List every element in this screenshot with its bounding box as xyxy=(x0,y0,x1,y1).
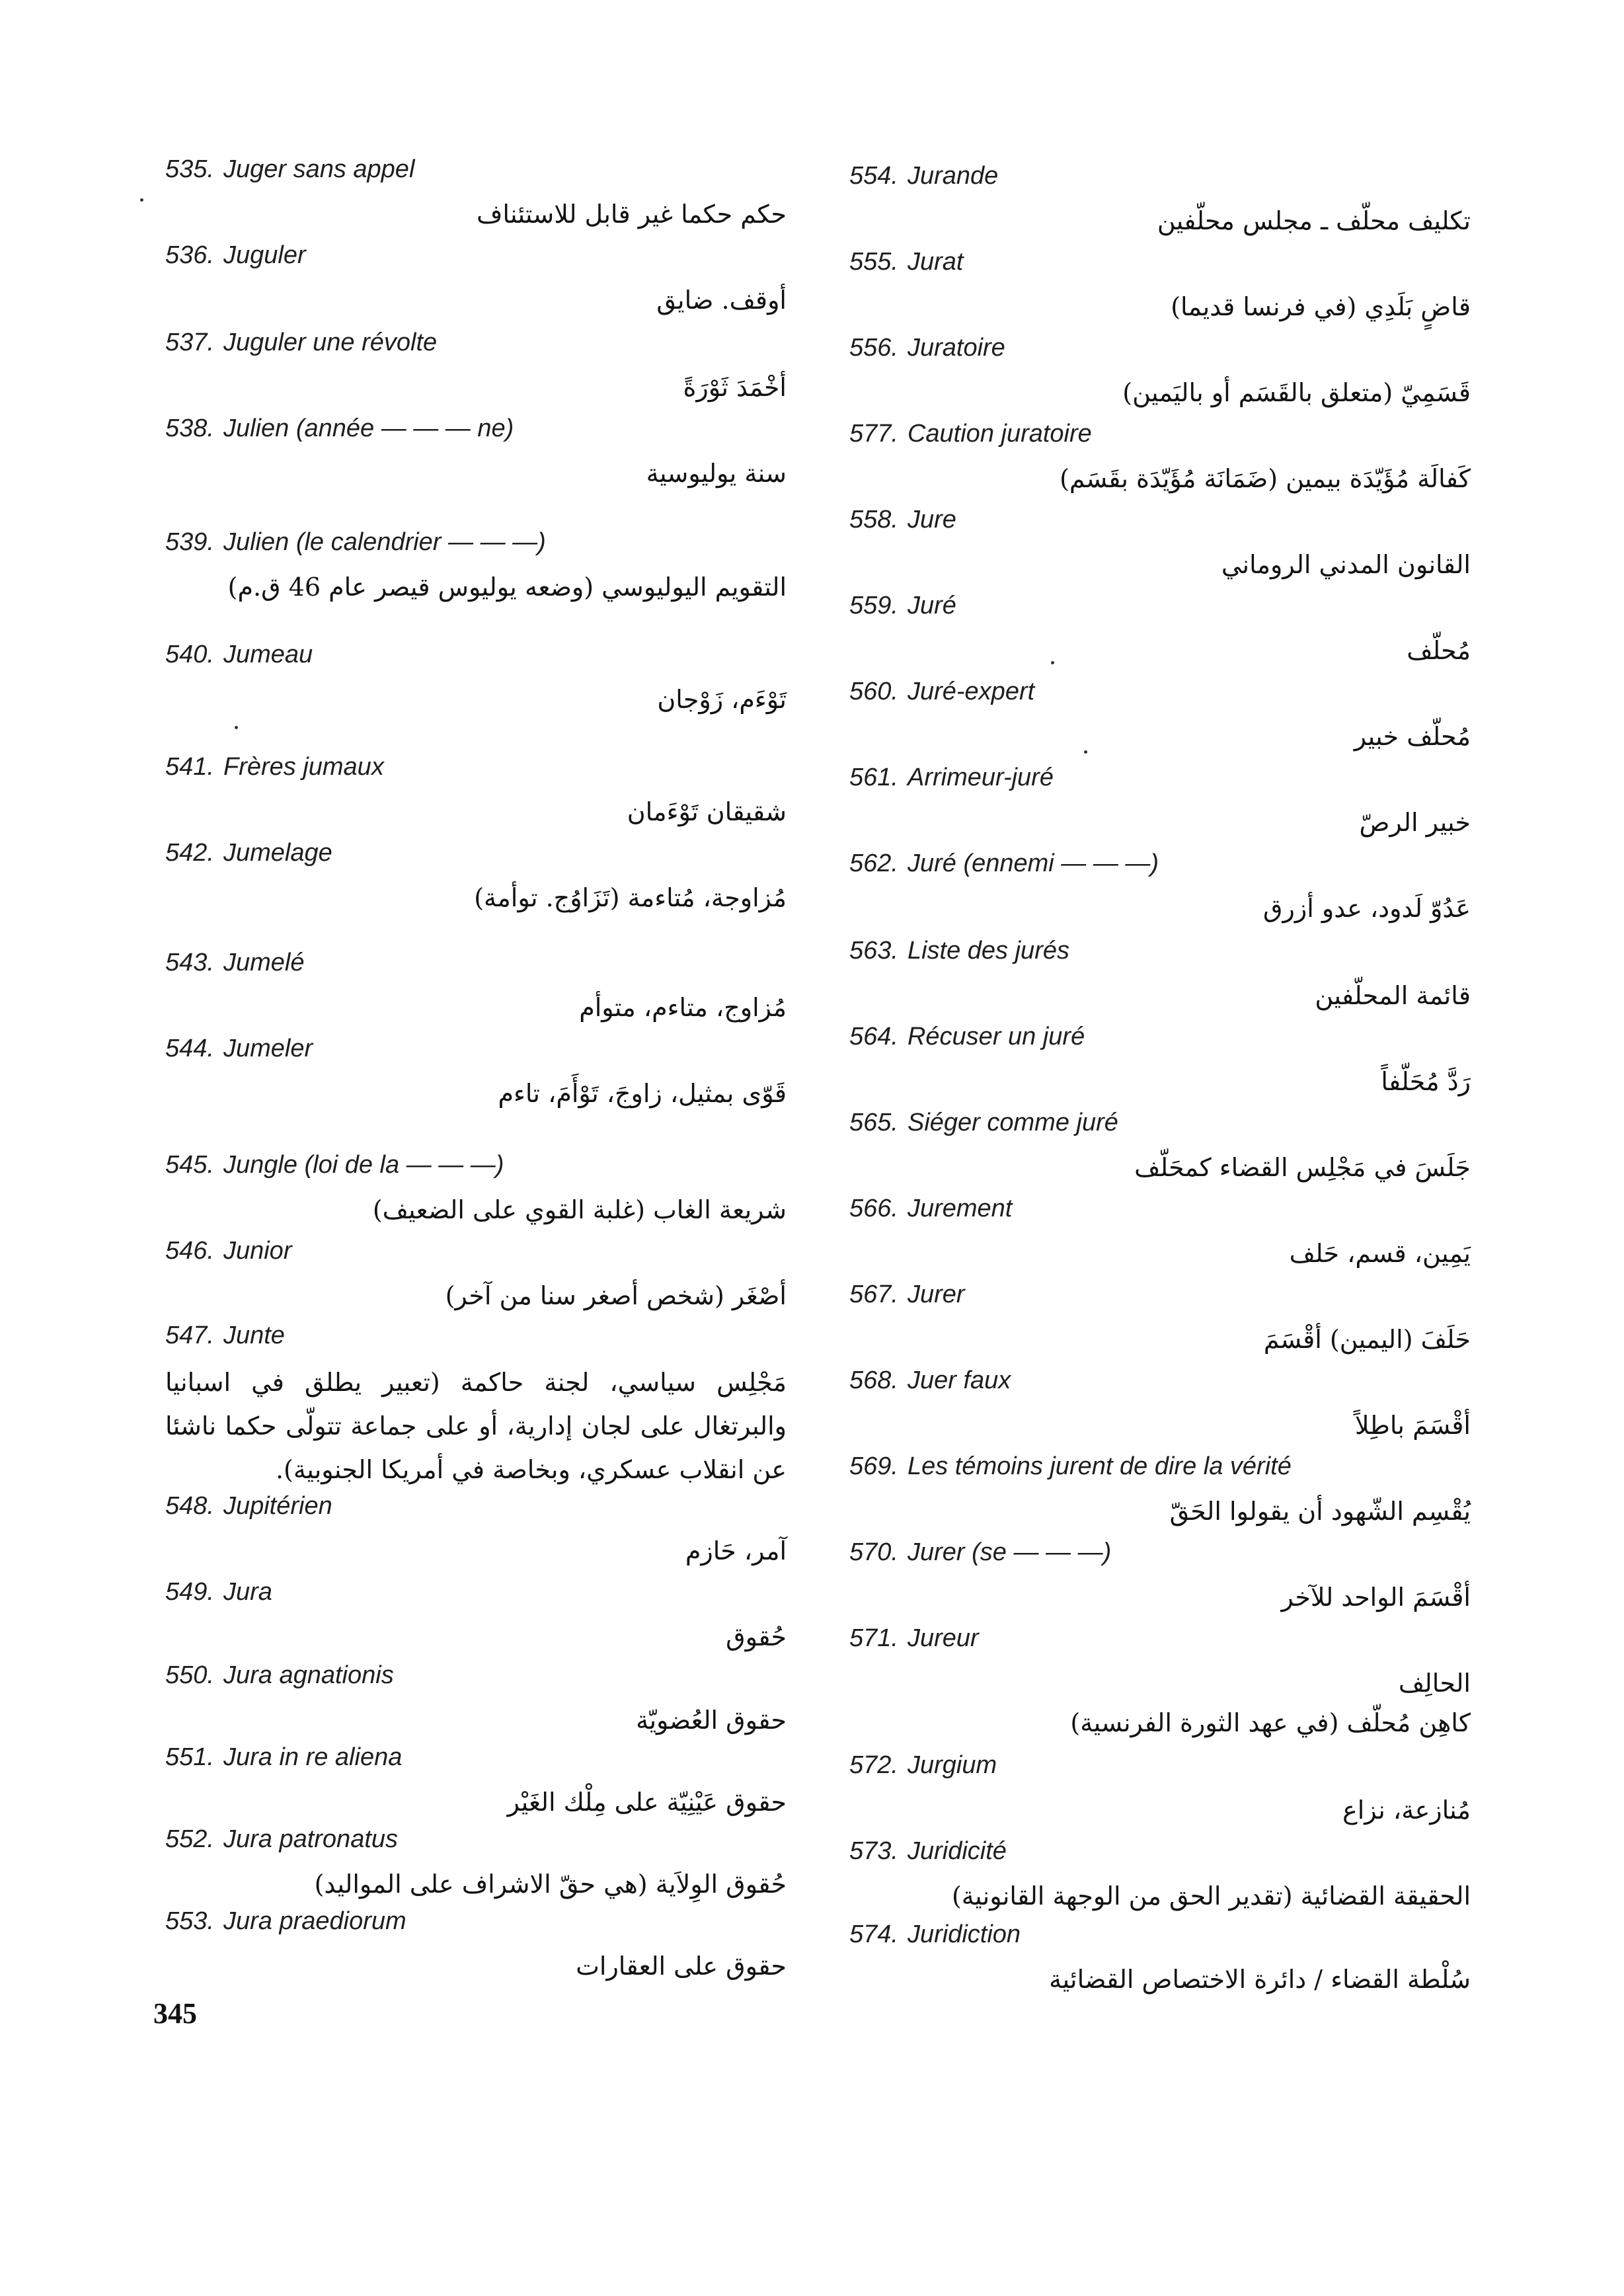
entry-number: 568. xyxy=(849,1366,898,1394)
entry-term xyxy=(849,1108,1118,1137)
arabic-translation: حقوق عَيْنِيّة على مِلْك الغَيْر xyxy=(507,1788,787,1817)
entry-term xyxy=(849,1624,979,1653)
entry-term xyxy=(165,1236,291,1265)
entry-term xyxy=(165,1743,402,1772)
arabic-translation: حَلَفَ (اليمين) أقْسَمَ xyxy=(1263,1325,1471,1354)
arabic-translation: مُحلّف xyxy=(1407,636,1471,665)
entry-number: 548. xyxy=(165,1492,214,1520)
entry-number: 567. xyxy=(849,1281,898,1308)
entry-number: 544. xyxy=(165,1035,214,1062)
arabic-translation: أصْغَر (شخص أصغر سنا من آخر) xyxy=(445,1281,787,1310)
french-term: Siéger comme juré xyxy=(907,1109,1118,1136)
arabic-translation: مُزاوجة، مُتاءمة (تَزَاوُج. توأمة) xyxy=(474,883,787,912)
arabic-translation-block: مَجْلِس سياسي، لجنة حاكمة (تعبير يطلق في اسبانيا والبرتغال على لجان إدارية، أو على جماعة تتولّى حكما ناشئا عن انقلاب عسكري، وبخاصة في أمريكا الجنوبية). xyxy=(165,1368,787,1484)
french-term: Jurande xyxy=(907,162,999,190)
entry-term xyxy=(165,1661,394,1690)
arabic-translation: مُزاوج، متاءم، متوأم xyxy=(579,993,787,1022)
entry-number: 536. xyxy=(165,241,214,269)
arabic-translation: رَدَّ مُحَلّفاً xyxy=(1381,1067,1471,1096)
entry-term xyxy=(849,419,1092,448)
arabic-translation: القانون المدني الروماني xyxy=(1221,550,1471,579)
french-term: Jurgium xyxy=(907,1751,997,1779)
french-term: Jungle (loi de la — — —) xyxy=(223,1151,504,1179)
arabic-translation: عَدُوّ لَدود، عدو أزرق xyxy=(1263,894,1471,923)
entry-term xyxy=(165,1150,504,1179)
entry-number: 559. xyxy=(849,592,898,619)
arabic-translation: سنة يوليوسية xyxy=(646,459,787,488)
entry-number: 542. xyxy=(165,839,214,867)
french-term: Frères jumaux xyxy=(223,753,384,781)
arabic-translation-secondary: كاهِن مُحلّف (في عهد الثورة الفرنسية) xyxy=(1070,1708,1471,1737)
entry-number: 537. xyxy=(165,329,214,356)
arabic-translation: آمر، حَازم xyxy=(685,1536,787,1565)
entry-term xyxy=(165,1034,313,1063)
french-term: Jurement xyxy=(907,1195,1013,1222)
french-term: Junte xyxy=(223,1322,285,1349)
scan-speck xyxy=(1084,750,1087,754)
arabic-translation: حكم حكما غير قابل للاستئناف xyxy=(477,200,787,229)
french-term: Jura praediorum xyxy=(223,1907,406,1935)
entry-number: 538. xyxy=(165,415,214,442)
entry-number: 561. xyxy=(849,764,898,791)
arabic-translation: أخْمَدَ ثَوْرَةً xyxy=(683,373,787,402)
entry-number: 540. xyxy=(165,641,214,668)
arabic-translation: حُقوق xyxy=(726,1622,787,1651)
arabic-translation: مُنازعة، نزاع xyxy=(1342,1796,1471,1825)
entry-term xyxy=(165,1907,406,1936)
arabic-translation: تكليف محلّف ـ مجلس محلّفين xyxy=(1157,206,1471,235)
entry-number: 556. xyxy=(849,334,898,362)
french-term: Julien (année — — — ne) xyxy=(223,415,514,442)
entry-number: 554. xyxy=(849,162,898,190)
entry-number: 551. xyxy=(165,1743,214,1771)
arabic-translation: سُلْطة القضاء / دائرة الاختصاص القضائية xyxy=(1049,1965,1471,1994)
french-term: Liste des jurés xyxy=(907,937,1069,965)
entry-term xyxy=(849,1751,997,1780)
french-term: Jura xyxy=(223,1578,272,1606)
french-term: Jumeau xyxy=(223,641,313,668)
french-term: Juridiction xyxy=(907,1920,1021,1948)
arabic-translation: قائمة المحلّفين xyxy=(1315,981,1471,1010)
arabic-translation: تَوْءَم، زَوْجان xyxy=(657,685,787,714)
entry-term xyxy=(849,677,1034,706)
arabic-translation: شريعة الغاب (غلبة القوي على الضعيف) xyxy=(372,1195,787,1224)
french-term: Jurer (se — — —) xyxy=(907,1538,1112,1566)
french-term: Juré-expert xyxy=(907,678,1035,705)
french-term: Juratoire xyxy=(907,334,1005,362)
arabic-translation: جَلَسَ في مَجْلِس القضاء كمحَلّف xyxy=(1134,1153,1471,1182)
entry-number: 558. xyxy=(849,506,898,534)
entry-term xyxy=(165,241,306,270)
arabic-translation: يَمِين، قسم، حَلف xyxy=(1289,1239,1471,1268)
entry-term xyxy=(849,1366,1011,1395)
scan-speck xyxy=(140,198,143,202)
french-term: Jumelage xyxy=(223,839,332,867)
arabic-translation: أقْسَمَ باطِلاً xyxy=(1354,1411,1471,1440)
french-term: Juridicité xyxy=(907,1837,1007,1865)
arabic-translation: الحقيقة القضائية (تقدير الحق من الوجهة القانونية) xyxy=(951,1881,1471,1911)
arabic-translation: قَوّى بمثيل، زاوجَ، تَوْأَمَ، تاءم xyxy=(498,1079,787,1108)
page-number: 345 xyxy=(153,1997,197,2030)
french-term: Jura agnationis xyxy=(223,1661,394,1689)
entry-term xyxy=(165,948,304,977)
french-term: Juguler xyxy=(223,241,306,269)
entry-term xyxy=(849,1022,1085,1051)
arabic-translation: حقوق العُضويّة xyxy=(636,1706,787,1735)
french-term: Caution juratoire xyxy=(907,420,1092,448)
entry-term xyxy=(849,1538,1111,1567)
entry-number: 549. xyxy=(165,1578,214,1606)
entry-number: 541. xyxy=(165,753,214,781)
french-term: Arrimeur-juré xyxy=(907,764,1054,791)
arabic-translation: يُقْسِم الشّهود أن يقولوا الحَقّ xyxy=(1169,1497,1471,1526)
entry-number: 555. xyxy=(849,248,898,276)
entry-number: 571. xyxy=(849,1624,898,1652)
french-term: Juré (ennemi — — —) xyxy=(907,850,1159,877)
french-term: Jure xyxy=(907,506,956,534)
entry-number: 564. xyxy=(849,1023,898,1050)
arabic-translation: التقويم اليوليوسي (وضعه يوليوس قيصر عام 46 ق.م) xyxy=(227,573,787,602)
arabic-translation: كَفالَة مُؤَيّدَة بيمين (ضَمَانَة مُؤَيّدَة بقَسَم) xyxy=(1060,464,1471,493)
entry-term xyxy=(165,528,546,557)
french-term: Julien (le calendrier — — —) xyxy=(223,528,546,556)
french-term: Jureur xyxy=(907,1624,979,1652)
arabic-translation: الحالِف xyxy=(1398,1669,1471,1698)
entry-term xyxy=(165,640,313,669)
french-term: Jurer xyxy=(907,1281,965,1308)
entry-number: 572. xyxy=(849,1751,898,1779)
entry-number: 545. xyxy=(165,1151,214,1179)
french-term: Jurat xyxy=(907,248,964,276)
french-term: Juer faux xyxy=(907,1366,1011,1394)
entry-term xyxy=(849,1194,1012,1223)
entry-number: 560. xyxy=(849,678,898,705)
french-term: Récuser un juré xyxy=(907,1023,1085,1050)
entry-term xyxy=(165,838,332,867)
entry-number: 566. xyxy=(849,1195,898,1222)
entry-number: 543. xyxy=(165,949,214,976)
entry-number: 553. xyxy=(165,1907,214,1935)
entry-term xyxy=(165,1491,332,1521)
entry-number: 577. xyxy=(849,420,898,448)
entry-term xyxy=(165,155,414,184)
arabic-translation: قَسَمِيّ (متعلق بالقَسَم أو باليَمين) xyxy=(1122,378,1471,407)
arabic-translation: أوقف. ضايق xyxy=(656,286,787,315)
french-term: Jupitérien xyxy=(223,1492,332,1520)
entry-term xyxy=(849,505,956,534)
arabic-translation: مُحلّف خبير xyxy=(1354,722,1471,751)
arabic-translation: أقْسَمَ الواحد للآخر xyxy=(1281,1583,1471,1612)
arabic-translation: حُقوق الوِلاَية (هي حقّ الاشراف على المواليد) xyxy=(314,1870,787,1899)
entry-term xyxy=(165,328,437,357)
scan-speck xyxy=(235,726,238,729)
arabic-translation: قاضٍ بَلَدِي (في فرنسا قديما) xyxy=(1171,292,1471,321)
entry-term xyxy=(165,752,384,781)
entry-number: 539. xyxy=(165,528,214,556)
entry-number: 565. xyxy=(849,1109,898,1136)
entry-term xyxy=(165,414,514,443)
entry-number: 562. xyxy=(849,850,898,877)
entry-number: 569. xyxy=(849,1452,898,1480)
entry-number: 573. xyxy=(849,1837,898,1865)
entry-term xyxy=(849,849,1159,878)
french-term: Les témoins jurent de dire la vérité xyxy=(907,1452,1292,1480)
entry-term xyxy=(165,1577,272,1606)
entry-term xyxy=(165,1825,398,1854)
arabic-translation: حقوق على العقارات xyxy=(576,1952,787,1981)
entry-number: 535. xyxy=(165,155,214,183)
entry-number: 574. xyxy=(849,1920,898,1948)
entry-number: 546. xyxy=(165,1237,214,1265)
french-term: Juguler une révolte xyxy=(223,329,438,356)
french-term: Juger sans appel xyxy=(223,155,415,183)
entry-term xyxy=(849,1920,1021,1949)
entry-term xyxy=(849,936,1069,965)
entry-term xyxy=(849,591,956,620)
entry-number: 550. xyxy=(165,1661,214,1689)
entry-term xyxy=(849,763,1054,792)
french-term: Jumelé xyxy=(223,949,305,976)
entry-term xyxy=(849,247,963,276)
french-term: Juré xyxy=(907,592,956,619)
french-term: Jumeler xyxy=(223,1035,313,1062)
arabic-translation: شقيقان تَوْءَمان xyxy=(627,797,787,826)
entry-term xyxy=(165,1321,285,1350)
entry-term xyxy=(849,1837,1007,1866)
entry-number: 563. xyxy=(849,937,898,965)
french-term: Jura patronatus xyxy=(223,1825,399,1853)
entry-term xyxy=(849,161,998,190)
entry-number: 552. xyxy=(165,1825,214,1853)
scan-speck xyxy=(1051,661,1054,664)
entry-term xyxy=(849,333,1005,362)
entry-number: 547. xyxy=(165,1322,214,1349)
french-term: Jura in re aliena xyxy=(223,1743,403,1771)
entry-number: 570. xyxy=(849,1538,898,1566)
entry-term xyxy=(849,1452,1292,1481)
entry-term xyxy=(849,1280,965,1309)
french-term: Junior xyxy=(223,1237,292,1265)
arabic-translation: خبير الرصّ xyxy=(1359,808,1471,837)
